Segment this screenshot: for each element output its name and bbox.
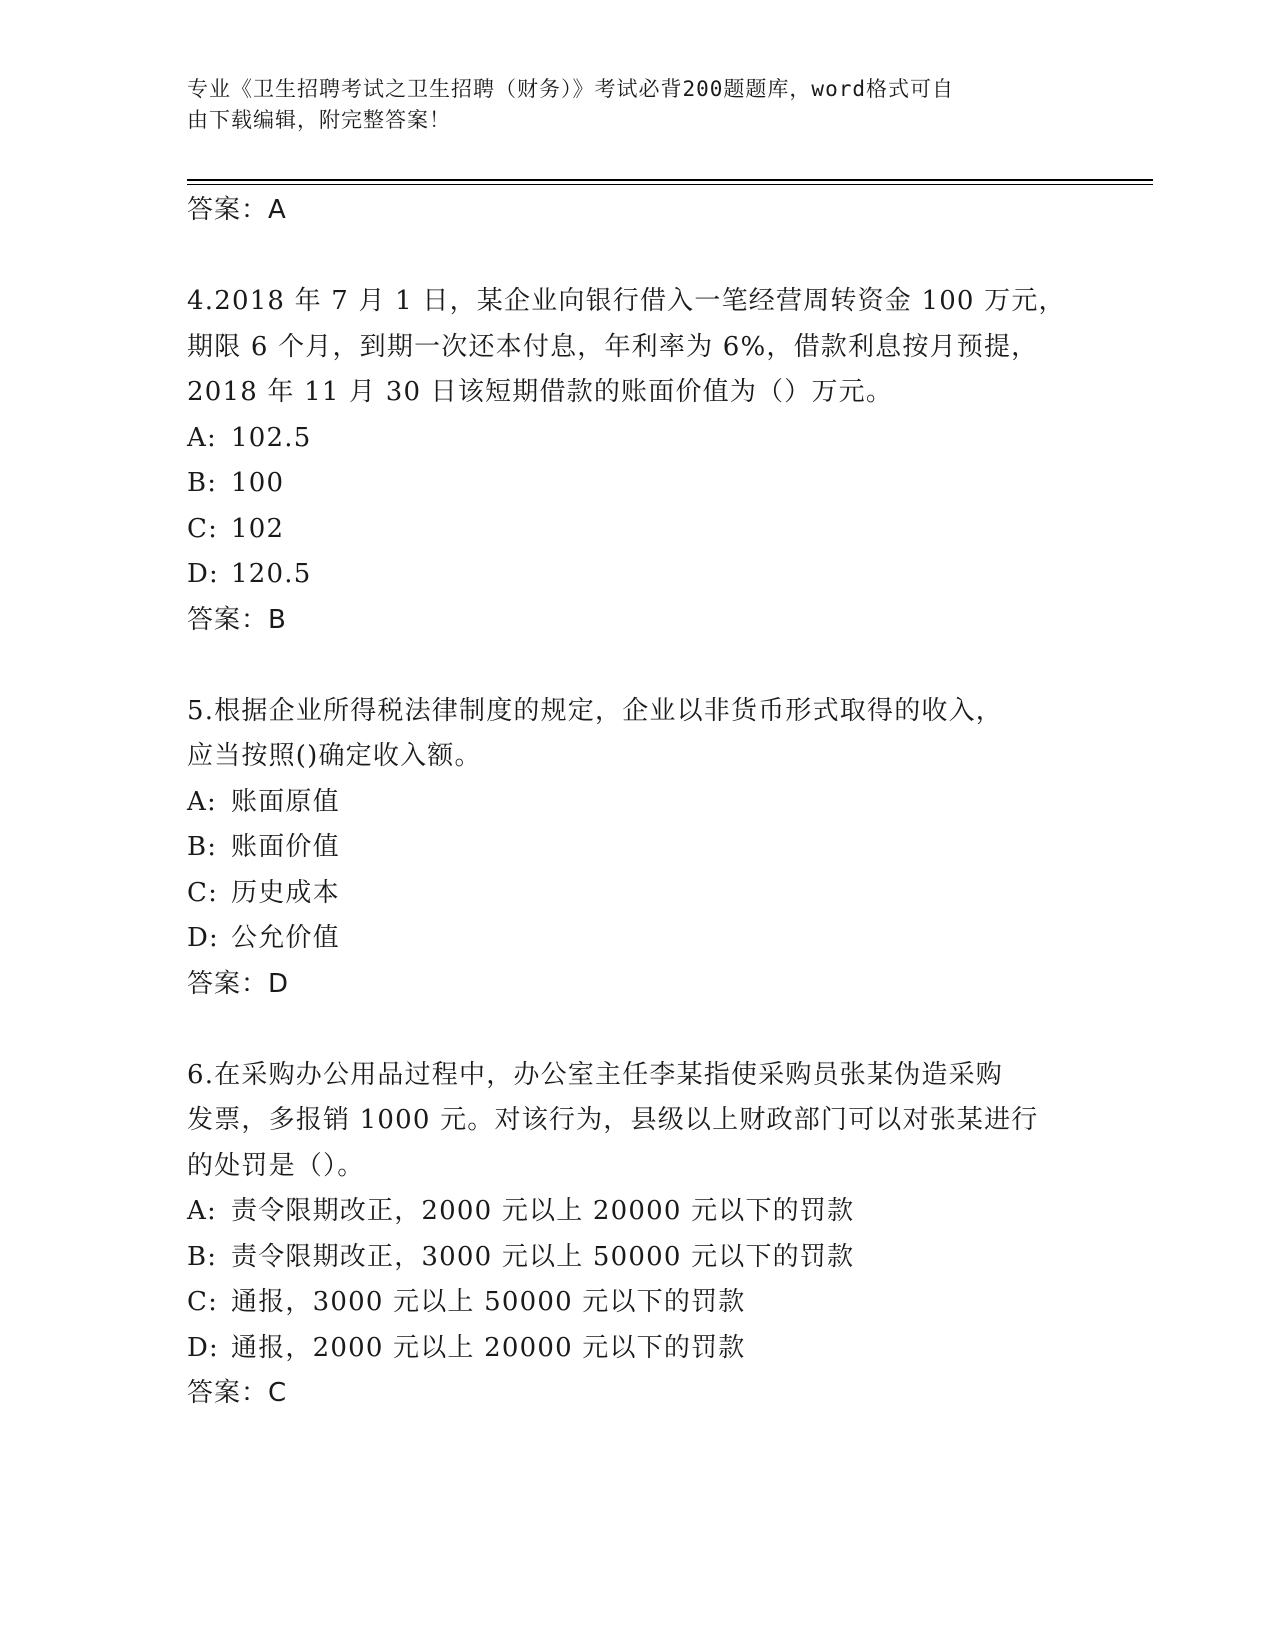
header-line-1: 专业《卫生招聘考试之卫生招聘（财务）》考试必背200题题库，word格式可自 xyxy=(187,77,954,101)
header-line-2: 由下载编辑，附完整答案！ xyxy=(187,108,451,132)
option-letter: A: xyxy=(187,1196,217,1226)
option-a xyxy=(187,1189,1087,1235)
option-letter: D: xyxy=(187,923,220,953)
option-text: 100 xyxy=(231,468,285,498)
question-4 xyxy=(187,279,1087,643)
question-text-line: 应当按照()确定收入额。 xyxy=(187,741,482,771)
question-text-line: 4.2018 年 7 月 1 日，某企业向银行借入一笔经营周转资金 100 万元， xyxy=(187,286,1066,316)
option-letter: A: xyxy=(187,422,217,453)
option-c xyxy=(187,871,1087,917)
question-text-line: 6.在采购办公用品过程中，办公室主任李某指使采购员张某伪造采购 xyxy=(187,1059,1004,1090)
question-6 xyxy=(187,1053,1087,1417)
question-text-line: 的处罚是（）。 xyxy=(187,1150,365,1181)
option-letter: B: xyxy=(187,1241,218,1272)
option-text: 责令限期改正，3000 元以上 50000 元以下的罚款 xyxy=(231,1241,855,1272)
header-rule-bottom xyxy=(187,184,1153,185)
option-d xyxy=(187,916,1087,962)
answer-line-prev: 答案：A xyxy=(187,195,287,225)
option-a xyxy=(187,416,1087,462)
option-letter: D: xyxy=(187,559,220,589)
answer-line: 答案：B xyxy=(187,604,287,635)
option-letter: A: xyxy=(187,786,217,817)
spacer xyxy=(187,643,1087,689)
option-text: 通报，3000 元以上 50000 元以下的罚款 xyxy=(231,1287,746,1317)
option-text: 102 xyxy=(231,513,285,544)
question-text-line: 期限 6 个月，到期一次还本付息，年利率为 6%，借款利息按月预提， xyxy=(187,331,1039,362)
spacer xyxy=(187,1007,1087,1053)
question-text-line: 5.根据企业所得税法律制度的规定，企业以非货币形式取得的收入， xyxy=(187,695,1004,726)
document-header xyxy=(187,74,1067,136)
option-text: 102.5 xyxy=(231,422,312,453)
option-letter: C: xyxy=(187,513,219,544)
option-text: 责令限期改正，2000 元以上 20000 元以下的罚款 xyxy=(231,1196,855,1226)
answer-line: 答案：D xyxy=(187,968,290,999)
option-text: 账面价值 xyxy=(231,832,340,862)
option-c xyxy=(187,1280,1087,1326)
answer-line: 答案：C xyxy=(187,1378,288,1408)
option-text: 通报，2000 元以上 20000 元以下的罚款 xyxy=(231,1332,746,1363)
option-text: 公允价值 xyxy=(231,923,340,953)
option-d xyxy=(187,552,1087,598)
option-a xyxy=(187,780,1087,826)
spacer xyxy=(187,234,1087,280)
question-text-line: 发票，多报销 1000 元。对该行为，县级以上财政部门可以对张某进行 xyxy=(187,1105,1039,1135)
option-letter: D: xyxy=(187,1332,220,1363)
document-body xyxy=(187,188,1087,1417)
option-text: 120.5 xyxy=(231,559,312,589)
option-letter: B: xyxy=(187,832,218,862)
option-letter: C: xyxy=(187,877,219,908)
option-letter: B: xyxy=(187,468,218,498)
option-text: 账面原值 xyxy=(231,786,340,817)
option-b xyxy=(187,461,1087,507)
question-text-line: 2018 年 11 月 30 日该短期借款的账面价值为（）万元。 xyxy=(187,377,894,407)
option-b xyxy=(187,825,1087,871)
option-b xyxy=(187,1235,1087,1281)
header-rule-top xyxy=(187,179,1153,181)
option-letter: C: xyxy=(187,1287,219,1317)
option-d xyxy=(187,1326,1087,1372)
option-c xyxy=(187,507,1087,553)
question-5 xyxy=(187,689,1087,1008)
option-text: 历史成本 xyxy=(231,877,340,908)
